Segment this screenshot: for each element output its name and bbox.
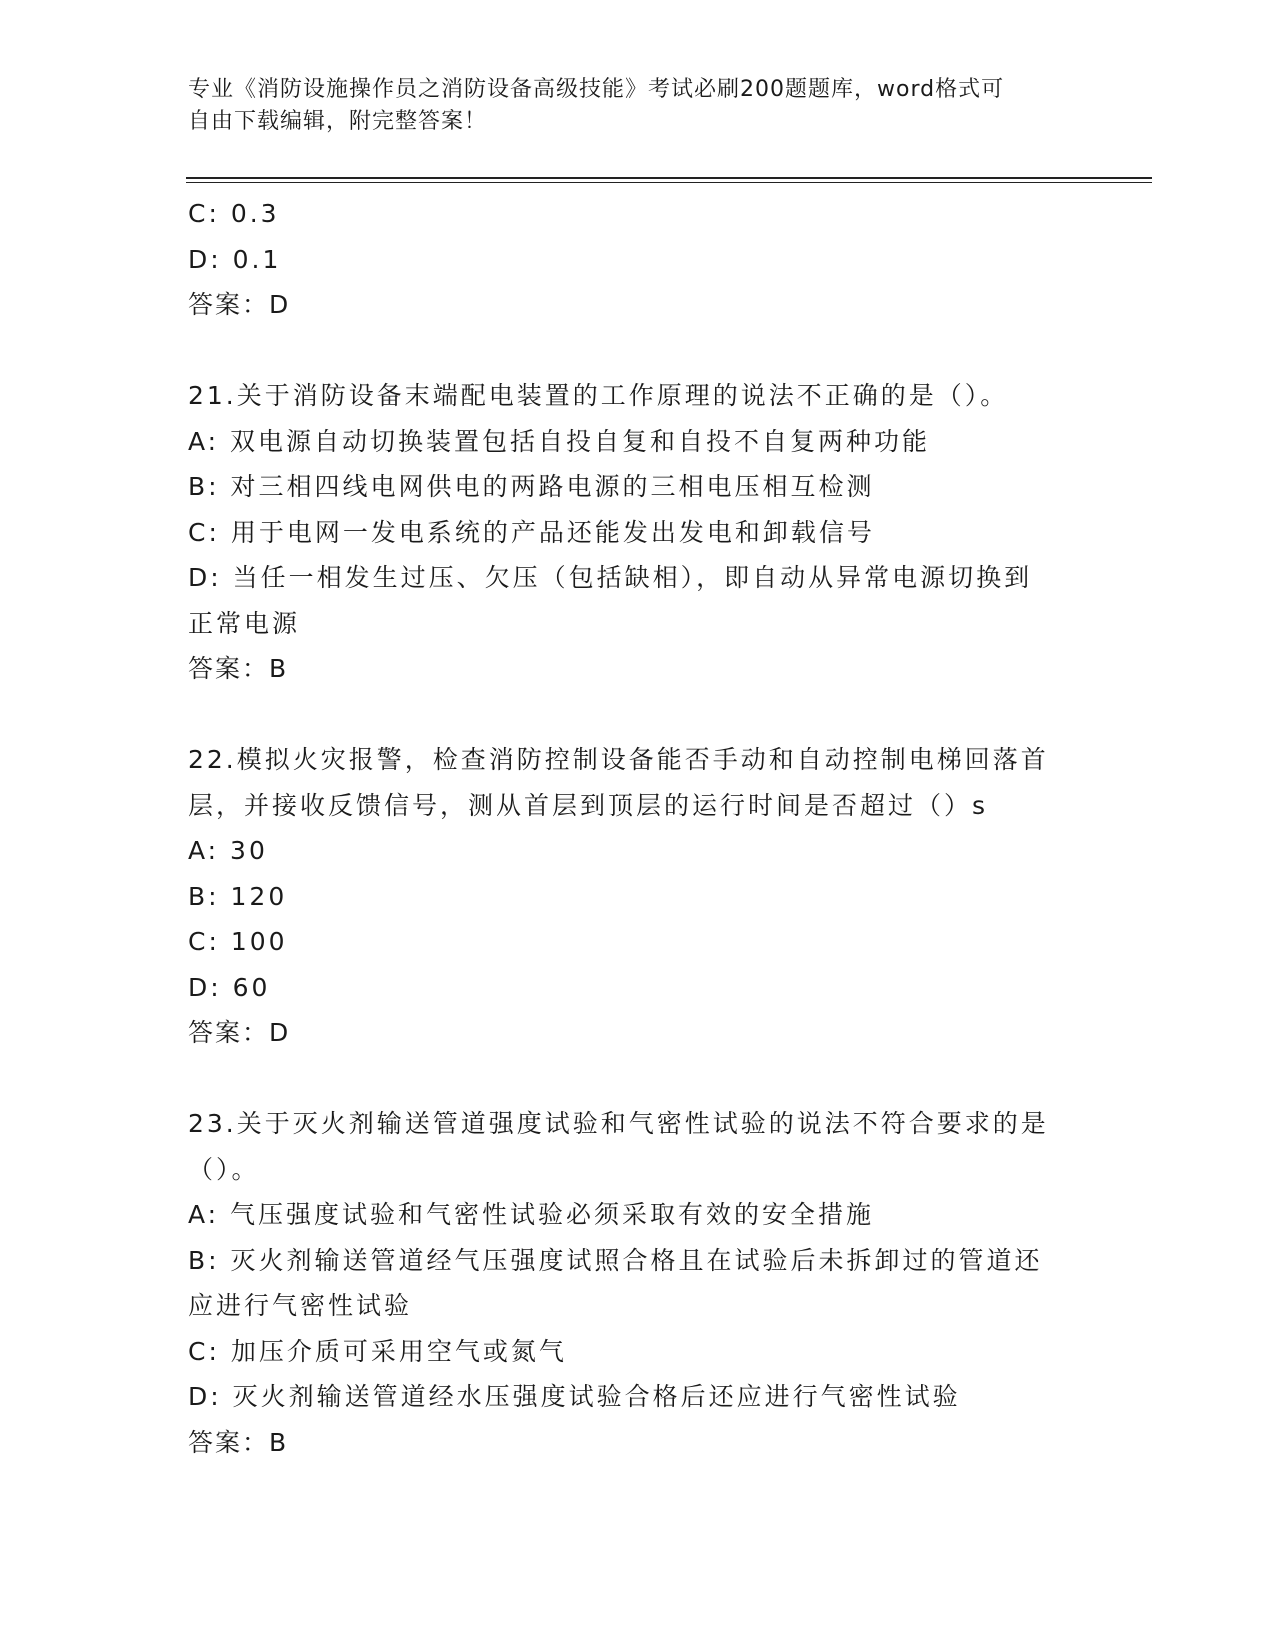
- question-stem-continuation: （）。: [188, 1154, 260, 1184]
- question-22: [188, 737, 1088, 1056]
- header-rule-thin: [186, 182, 1152, 183]
- document-header: [188, 74, 1068, 138]
- option-c: C: 加压介质可采用空气或氮气: [188, 1336, 567, 1366]
- option-a: A: 双电源自动切换装置包括自投自复和自投不自复两种功能: [188, 426, 931, 456]
- option-b: B: 灭火剂输送管道经气压强度试照合格且在试验后未拆卸过的管道还: [188, 1245, 1043, 1275]
- answer-line: 答案：B: [188, 654, 289, 683]
- header-rule-thick: [186, 177, 1152, 179]
- question-21: [188, 373, 1088, 692]
- answer-line: 答案：D: [188, 1018, 291, 1047]
- answer-line: 答案：B: [188, 1427, 289, 1457]
- option-c: C: 100: [188, 927, 288, 956]
- option-b: B: 120: [188, 881, 288, 911]
- option-a: A: 30: [188, 836, 268, 865]
- option-b-continuation: 应进行气密性试验: [188, 1291, 413, 1320]
- question-stem: 22.模拟火灾报警，检查消防控制设备能否手动和自动控制电梯回落首: [188, 745, 1049, 774]
- spacer: [188, 692, 1088, 738]
- option-c: C: 用于电网一发电系统的产品还能发出发电和卸载信号: [188, 517, 875, 547]
- question-stem: 21.关于消防设备末端配电装置的工作原理的说法不正确的是（）。: [188, 381, 1009, 410]
- header-title-line-1: 专业《消防设施操作员之消防设备高级技能》考试必刷200题题库，word格式可: [188, 77, 1005, 102]
- spacer: [188, 328, 1088, 374]
- option-c: C: 0.3: [188, 199, 280, 228]
- answer-line: 答案：D: [188, 290, 291, 319]
- option-b: B: 对三相四线电网供电的两路电源的三相电压相互检测: [188, 472, 875, 501]
- option-a: A: 气压强度试验和气密性试验必须采取有效的安全措施: [188, 1200, 875, 1229]
- option-d: D: 当任一相发生过压、欠压（包括缺相），即自动从异常电源切换到: [188, 563, 1033, 592]
- question-stem-continuation: 层，并接收反馈信号，测从首层到顶层的运行时间是否超过（）s: [188, 790, 989, 820]
- option-d: D: 灭火剂输送管道经水压强度试验合格后还应进行气密性试验: [188, 1382, 961, 1411]
- option-d: D: 60: [188, 972, 271, 1002]
- spacer: [188, 1056, 1088, 1102]
- question-list: [188, 191, 1088, 1465]
- header-title-line-2: 自由下载编辑，附完整答案！: [188, 109, 488, 134]
- option-d: D: 0.1: [188, 244, 282, 274]
- question-stem: 23.关于灭火剂输送管道强度试验和气密性试验的说法不符合要求的是: [188, 1109, 1049, 1138]
- previous-question-tail: [188, 191, 1088, 328]
- option-d-continuation: 正常电源: [188, 608, 301, 638]
- question-23: [188, 1101, 1088, 1465]
